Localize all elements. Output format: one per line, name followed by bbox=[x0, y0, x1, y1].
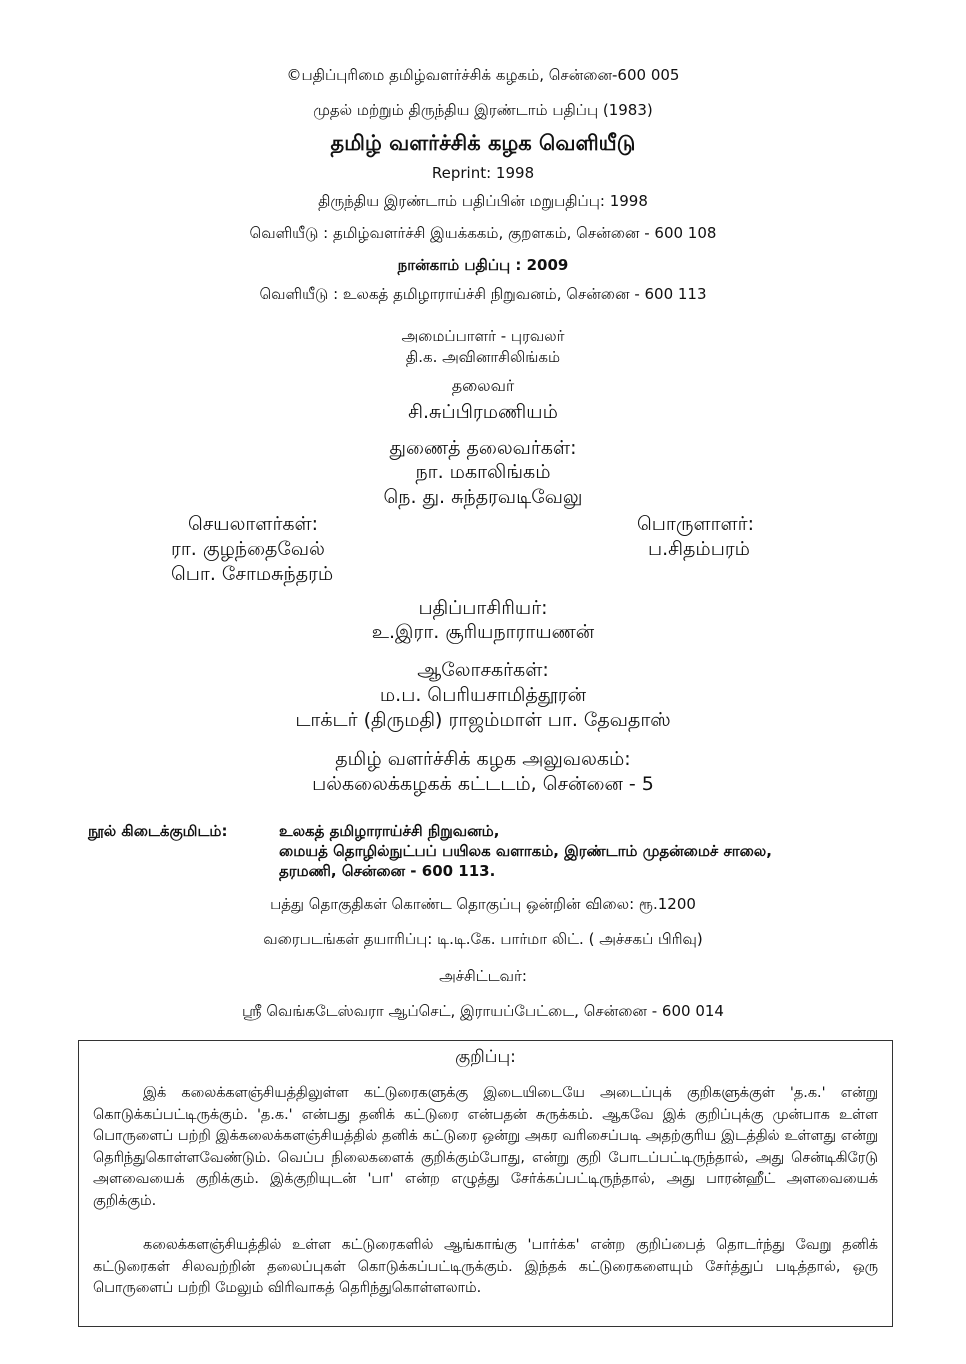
revised-reprint-line: திருந்திய இரண்டாம் பதிப்பின் மறுபதிப்பு: 1998 bbox=[318, 192, 648, 210]
availability-label: நூல் கிடைக்குமிடம்: bbox=[88, 822, 228, 840]
founder-name: தி.க. அவினாசிலிங்கம் bbox=[405, 348, 561, 366]
editor-label: பதிப்பாசிரியர்: bbox=[418, 597, 548, 619]
vice-presidents-label: துணைத் தலைவர்கள்: bbox=[389, 437, 577, 459]
founder-label: அமைப்பாளர் - புரவலர் bbox=[401, 327, 565, 345]
price-line: பத்து தொகுதிகள் கொண்ட தொகுப்பு ஒன்றின் விலை: ரூ.1200 bbox=[270, 895, 696, 913]
reprint-line: Reprint: 1998 bbox=[431, 164, 535, 182]
note-box bbox=[78, 1040, 893, 1327]
treasurer-label: பொருளாளர்: bbox=[637, 513, 755, 535]
treasurer-name: ப.சிதம்பரம் bbox=[648, 538, 750, 560]
editor-name: உ.இரா. சூரியநாராயணன் bbox=[371, 621, 595, 643]
advisor-2: டாக்டர் (திருமதி) ராஜம்மாள் பா. தேவதாஸ் bbox=[295, 709, 671, 731]
note-title: குறிப்பு: bbox=[455, 1047, 516, 1067]
printer-label: அச்சிட்டவர்: bbox=[439, 967, 527, 985]
availability-line-2: மையத் தொழில்நுட்பப் பயிலக வளாகம், இரண்டாம் முதன்மைச் சாலை, bbox=[279, 842, 772, 860]
advisor-1: ம.ப. பெரியசாமித்தூரன் bbox=[379, 684, 587, 706]
printer-line: ஸ்ரீ வெங்கடேஸ்வரா ஆப்செட், இராயப்பேட்டை, சென்னை - 600 014 bbox=[242, 1002, 724, 1020]
fourth-edition-line: நான்காம் பதிப்பு : 2009 bbox=[397, 256, 569, 274]
vice-president-2: நெ. து. சுந்தரவடிவேலு bbox=[383, 486, 583, 508]
maps-line: வரைபடங்கள் தயாரிப்பு: டி.டி.கே. பார்மா லிட். ( அச்சகப் பிரிவு) bbox=[263, 930, 703, 948]
vice-president-1: நா. மகாலிங்கம் bbox=[415, 461, 551, 483]
secretaries-label: செயலாளர்கள்: bbox=[188, 513, 319, 535]
president-label: தலைவர் bbox=[451, 376, 515, 395]
first-edition-line: முதல் மற்றும் திருந்திய இரண்டாம் பதிப்பு (1983) bbox=[313, 101, 653, 119]
advisors-label: ஆலோசகர்கள்: bbox=[417, 659, 549, 681]
publisher-title: தமிழ் வளர்ச்சிக் கழக வெளியீடு bbox=[330, 131, 636, 155]
office-label: தமிழ் வளர்ச்சிக் கழக அலுவலகம்: bbox=[335, 748, 631, 770]
secretary-1: ரா. குழந்தைவேல் bbox=[171, 538, 325, 560]
note-paragraph-2: கலைக்களஞ்சியத்தில் உள்ள கட்டுரைகளில் ஆங்காங்கு 'பார்க்க' என்ற குறிப்பைத் தொடர்ந்து வேறு தனிக் கட்டுரைகள் சிலவற்றின் தலைப்புகள் கொடுக்கப்பட்டிருக்கும். இந்தக் கட்டுரைகளையும் சேர்த்துப் படித்தால், ஒரு பொருளைப் பற்றி மேலும் விரிவாகத் தெரிந்துகொள்ளலாம். bbox=[93, 1237, 878, 1296]
published-by-line-2: வெளியீடு : உலகத் தமிழாராய்ச்சி நிறுவனம், சென்னை - 600 113 bbox=[259, 285, 707, 303]
note-paragraph-1: இக் கலைக்களஞ்சியத்திலுள்ள கட்டுரைகளுக்கு இடையிடையே அடைப்புக் குறிகளுக்குள் 'த.க.' என்று கொடுக்கப்பட்டிருக்கும். 'த.க.' என்பது தனிக் கட்டுரை என்பதன் சுருக்கம். ஆகவே இக் குறிப்புக்கு முன்பாக உள்ள பொருளைப் பற்றி இக்கலைக்களஞ்சியத்தில் தனிக் கட்டுரை ஒன்று அகர வரிசைப்படி அதற்குரிய இடத்தில் உள்ளது என்று தெரிந்துகொள்ளவேண்டும். வெப்ப நிலைகளைக் குறிக்கும்போது, என்று குறி போடப்பட்டிருந்தால், அது சென்டிகிரேடு அளவையைக் குறிக்கும். இக்குறியுடன் 'பா' என்ற எழுத்து சேர்க்கப்பட்டிருந்தால், அது பாரன்ஹீட் அளவையைக் குறிக்கும். bbox=[93, 1085, 878, 1209]
availability-line-1: உலகத் தமிழாராய்ச்சி நிறுவனம், bbox=[279, 822, 500, 840]
copyright-line: ©பதிப்புரிமை தமிழ்வளர்ச்சிக் கழகம், சென்னை-600 005 bbox=[286, 66, 680, 84]
office-address: பல்கலைக்கழகக் கட்டடம், சென்னை - 5 bbox=[312, 773, 654, 795]
secretary-2: பொ. சோமசுந்தரம் bbox=[171, 563, 334, 585]
published-by-line-1: வெளியீடு : தமிழ்வளர்ச்சி இயக்ககம், குறளகம், சென்னை - 600 108 bbox=[249, 224, 717, 242]
availability-line-3: தரமணி, சென்னை - 600 113. bbox=[279, 862, 496, 880]
president-name: சி.சுப்பிரமணியம் bbox=[408, 401, 558, 423]
